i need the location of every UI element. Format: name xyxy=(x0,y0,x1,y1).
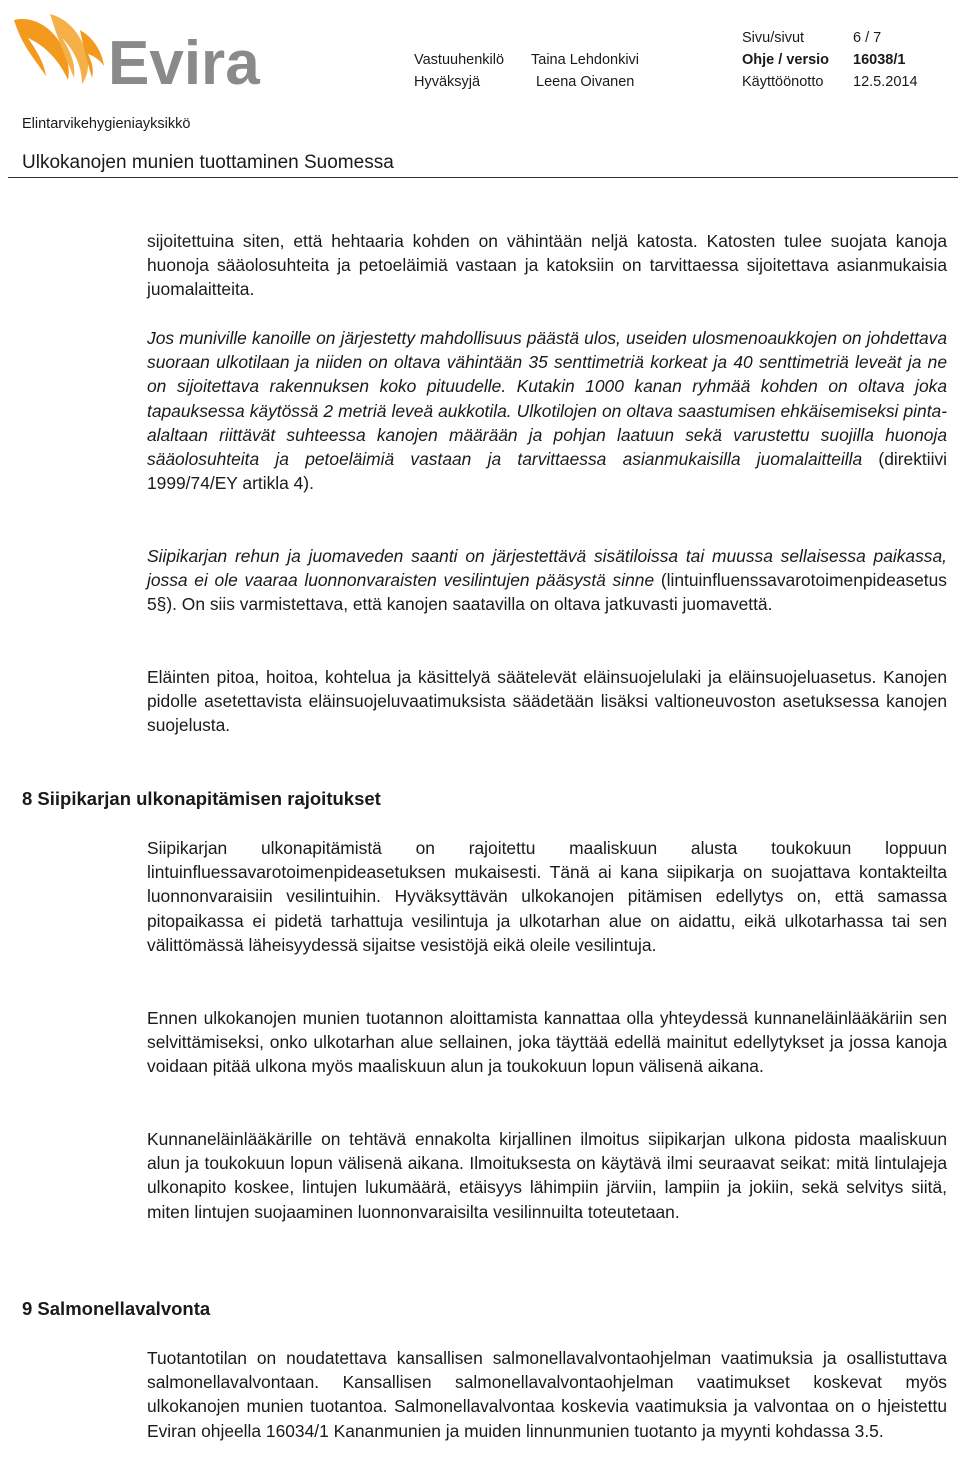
paragraph-4: Eläinten pitoa, hoitoa, kohtelua ja käsittelyä säätelevät eläinsuojelulaki ja eläinsuojeluasetus. Kanojen pidolle asetettavista eläinsuojeluvaatimuksista säädetään lisäksi valtioneuvoston asetuksessa kanojen suojelusta. xyxy=(147,667,947,736)
page-value: 6 / 7 xyxy=(853,30,882,46)
paragraph-6: Ennen ulkokanojen munien tuotannon aloittamista kannattaa olla yhteydessä kunnaneläinlääkäriin sen selvittämiseksi, onko ulkotarhan alue sellainen, joka täyttää edellä mainitut edellytykset ja jossa kanoja voidaan pitää ulkona myös maaliskuun alun ja toukokuun lopun välisenä aikana. xyxy=(147,1008,947,1077)
paragraph-5: Siipikarjan ulkonapitämistä on rajoitettu maaliskuun alusta toukokuun loppuun lintuinfluessavarotoimenpideasetuksen mukaisesti. Tänä ai kana siipikarja on suojattava kontakteilta luonnonvaraisiin vesilintuihin. Hyväksyttävän ulkokanojen pitämisen edellytys on, että samassa pitopaikassa ei pidetä tarhattuja vesilintuja ja ulkotarhan alue on aidattu, eikä ulkotarhassa tai sen välittömässä läheisyydessä sijaitse vesistöjä eikä oleile vesilintuja. xyxy=(147,838,947,955)
paragraph-3-quote: Siipikarjan rehun ja juomaveden saanti on järjestettävä sisätiloissa tai muussa sellaisessa paikassa, jossa ei ole vaaraa luonnonvaraisten vesilintujen pääsystä sinne xyxy=(147,546,947,591)
section-8-heading: 8 Siipikarjan ulkonapitämisen rajoitukset xyxy=(22,788,381,809)
adopted-label: Käyttöönotto xyxy=(742,74,824,90)
paragraph-8: Tuotantotilan on noudatettava kansallisen salmonellavalvontaohjelman vaatimuksia ja osallistuttava salmonellavalvontaan. Kansallisen salmonellavalvontaohjelman vaatimukset koskevat myös ulkokanojen munien tuotantoa. Salmonellavalvontaa koskevia vaatimuksia ja valvontaa on o hjeistettu Eviran ohjeella 16034/1 Kananmunien ja muiden linnunmunien tuotanto ja myynti kohdassa 3.5. xyxy=(147,1348,947,1441)
doc-type-value: 16038/1 xyxy=(853,52,906,68)
section-9-heading: 9 Salmonellavalvonta xyxy=(22,1298,211,1319)
paragraph-3 xyxy=(147,544,947,617)
page-label: Sivu/sivut xyxy=(742,30,805,46)
responsible-label: Vastuuhenkilö xyxy=(414,52,505,68)
paragraph-3-source: (lintuinfluenssavarotoimenpideasetus 5§). On siis varmistettava, että kanojen saatavilla on oltava jatkuvasti juomavettä. xyxy=(147,570,947,615)
paragraph-2 xyxy=(147,326,947,495)
approver-value: Leena Oivanen xyxy=(536,74,635,90)
responsible-value: Taina Lehdonkivi xyxy=(531,52,640,68)
doc-type-label: Ohje / versio xyxy=(742,52,830,68)
approver-label: Hyväksyjä xyxy=(414,74,481,90)
header-divider xyxy=(8,177,958,178)
paragraph-2-source: (direktiivi 1999/74/EY artikla 4). xyxy=(147,449,948,494)
document-title: Ulkokanojen munien tuottaminen Suomessa xyxy=(22,152,394,173)
paragraph-7: Kunnaneläinlääkärille on tehtävä ennakolta kirjallinen ilmoitus siipikarjan ulkona pidosta maaliskuun alun ja toukokuun lopun välisenä aikana. Ilmoituksesta on käytävä ilmi seuraavat seikat: mitä lintulajeja ulkonapito koskee, lintujen lukumäärä, etäisyys lähimpiin järviin, lampiin ja jokiin, sekä selvitys siitä, miten lintujen suojaaminen luonnonvaraisilta vesilinnuilta toteutetaan. xyxy=(147,1129,947,1222)
unit-name: Elintarvikehygieniayksikkö xyxy=(22,116,191,132)
evira-logo xyxy=(10,10,270,92)
logo-text: Evira xyxy=(108,29,260,92)
adopted-value: 12.5.2014 xyxy=(853,74,918,90)
paragraph-1: sijoitettuina siten, että hehtaaria kohden on vähintään neljä katosta. Katosten tulee suojata kanoja huonoja sääolosuhteita ja petoeläimiä vastaan ja katoksiin on tarvittaessa sijoitettava asianmukaisia juomalaitteita. xyxy=(147,231,947,300)
bird-icon xyxy=(14,14,104,84)
paragraph-2-quote: Jos muniville kanoille on järjestetty mahdollisuus päästä ulos, useiden ulosmenoaukkojen on johdettava suoraan ulkotilaan ja niiden on oltava vähintään 35 senttimetriä korkeat ja 40 senttimetriä leveät ja ne on sijoitettava rakennuksen koko pituudelle. Kutakin 1000 kanan ryhmää kohden on oltava joka tapauksessa käytössä 2 metriä leveä aukkotila. Ulkotilojen on oltava saastumisen ehkäisemiseksi pinta-alaltaan riittävät suhteessa kanojen määrään ja pohjan laatuun sekä varustettu suojilla huonoja sääolosuhteita ja petoeläimiä vastaan ja tarvittaessa asianmukaisilla juomalaitteilla xyxy=(147,328,947,470)
